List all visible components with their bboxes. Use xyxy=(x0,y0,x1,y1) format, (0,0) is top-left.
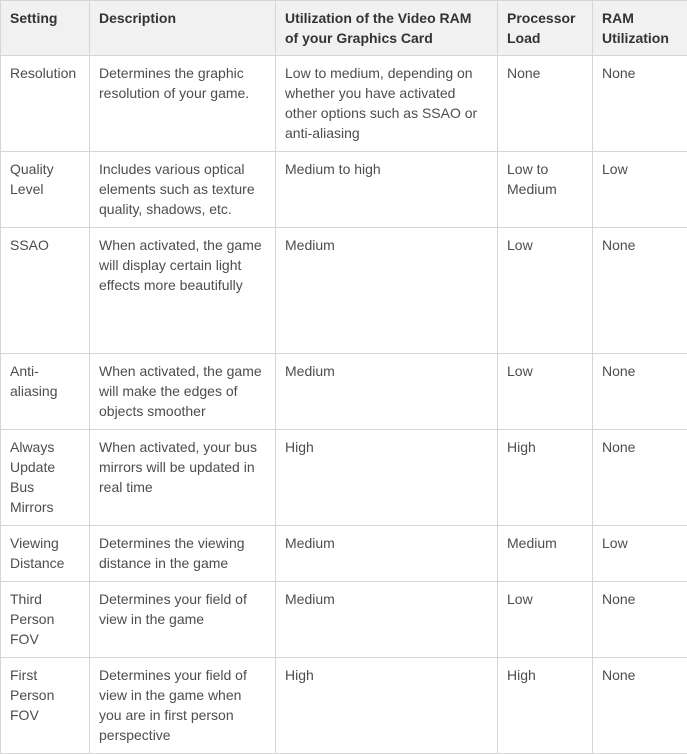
table-row xyxy=(1,582,687,658)
table-row xyxy=(1,354,687,430)
cell-processor-load: High xyxy=(498,430,593,526)
header-setting: Setting xyxy=(1,1,90,56)
cell-description: Includes various optical elements such as texture quality, shadows, etc. xyxy=(90,152,276,228)
cell-ram: Low xyxy=(593,526,687,582)
table-row xyxy=(1,430,687,526)
cell-setting: Anti-aliasing xyxy=(1,354,90,430)
cell-ram: Low xyxy=(593,152,687,228)
cell-video-ram: Medium to high xyxy=(276,152,498,228)
cell-processor-load: Low xyxy=(498,582,593,658)
cell-setting: Quality Level xyxy=(1,152,90,228)
header-video-ram-utilization: Utilization of the Video RAM of your Graphics Card xyxy=(276,1,498,56)
cell-setting: Always Update Bus Mirrors xyxy=(1,430,90,526)
cell-description: When activated, your bus mirrors will be updated in real time xyxy=(90,430,276,526)
table-row xyxy=(1,658,687,754)
cell-video-ram: Medium xyxy=(276,354,498,430)
cell-description: Determines the viewing distance in the game xyxy=(90,526,276,582)
cell-processor-load: None xyxy=(498,56,593,152)
cell-setting: Viewing Distance xyxy=(1,526,90,582)
cell-video-ram: Medium xyxy=(276,526,498,582)
cell-ram: None xyxy=(593,56,687,152)
cell-video-ram: High xyxy=(276,658,498,754)
header-description: Description xyxy=(90,1,276,56)
cell-description: When activated, the game will make the edges of objects smoother xyxy=(90,354,276,430)
cell-ram: None xyxy=(593,658,687,754)
cell-setting: First Person FOV xyxy=(1,658,90,754)
cell-setting: Resolution xyxy=(1,56,90,152)
cell-description: Determines your field of view in the game xyxy=(90,582,276,658)
table-body xyxy=(1,56,687,754)
cell-ram: None xyxy=(593,582,687,658)
cell-processor-load: Medium xyxy=(498,526,593,582)
table-header xyxy=(1,1,687,56)
cell-video-ram: Medium xyxy=(276,582,498,658)
cell-video-ram: Medium xyxy=(276,228,498,354)
cell-processor-load: High xyxy=(498,658,593,754)
header-row xyxy=(1,1,687,56)
cell-processor-load: Low xyxy=(498,354,593,430)
cell-ram: None xyxy=(593,354,687,430)
header-ram-utilization: RAM Utilization xyxy=(593,1,687,56)
cell-processor-load: Low to Medium xyxy=(498,152,593,228)
cell-video-ram: Low to medium, depending on whether you have activated other options such as SSAO or anti-aliasing xyxy=(276,56,498,152)
cell-ram: None xyxy=(593,228,687,354)
cell-description: When activated, the game will display certain light effects more beautifully xyxy=(90,228,276,354)
table-row xyxy=(1,228,687,354)
table-row xyxy=(1,526,687,582)
table-row xyxy=(1,56,687,152)
cell-description: Determines the graphic resolution of your game. xyxy=(90,56,276,152)
cell-video-ram: High xyxy=(276,430,498,526)
cell-setting: SSAO xyxy=(1,228,90,354)
cell-description: Determines your field of view in the game when you are in first person perspective xyxy=(90,658,276,754)
cell-processor-load: Low xyxy=(498,228,593,354)
table-row xyxy=(1,152,687,228)
header-processor-load: Processor Load xyxy=(498,1,593,56)
cell-ram: None xyxy=(593,430,687,526)
cell-setting: Third Person FOV xyxy=(1,582,90,658)
